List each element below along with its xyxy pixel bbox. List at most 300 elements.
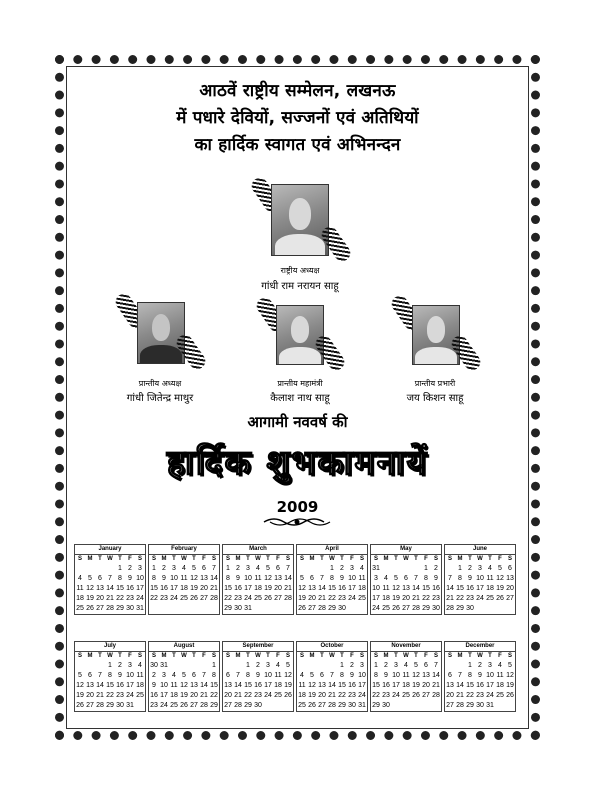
weekday-label: W: [107, 653, 113, 659]
day-cell: 29: [116, 605, 124, 612]
day-cell: 21: [446, 595, 454, 602]
day-cell: 7: [212, 565, 216, 572]
weekday-label: T: [98, 556, 102, 562]
weekday-label: F: [128, 556, 132, 562]
day-cell: 19: [264, 585, 272, 592]
day-cell: 2: [236, 565, 240, 572]
day-cell: 6: [276, 565, 280, 572]
day-cell: 11: [402, 672, 410, 679]
day-cell: 11: [298, 682, 306, 689]
day-cell: 11: [382, 585, 390, 592]
day-cell: 26: [190, 595, 198, 602]
weekday-label: F: [350, 556, 354, 562]
weekday-label: T: [414, 556, 418, 562]
day-cell: 21: [200, 692, 208, 699]
day-cell: [233, 661, 243, 671]
day-cell: 9: [162, 575, 166, 582]
day-cell: 6: [508, 565, 512, 572]
day-cell: 23: [160, 595, 168, 602]
day-cell: [421, 701, 431, 711]
day-cell: 10: [358, 672, 366, 679]
day-cell: 10: [348, 575, 356, 582]
day-cell: [135, 701, 145, 711]
day-cell: 13: [422, 672, 430, 679]
weekday-label: S: [433, 556, 438, 562]
day-cell: 3: [488, 662, 492, 669]
day-cell: 29: [456, 605, 464, 612]
weekday-label: M: [383, 556, 389, 562]
day-cell: 25: [76, 605, 84, 612]
day-cell: 11: [274, 672, 282, 679]
day-cell: 23: [234, 595, 242, 602]
day-cell: 17: [486, 682, 494, 689]
day-cell: 12: [86, 585, 94, 592]
day-cell: [209, 604, 219, 614]
day-cell: 13: [200, 575, 208, 582]
day-cell: 17: [170, 585, 178, 592]
day-cell: 27: [506, 595, 514, 602]
day-cell: 30: [466, 605, 474, 612]
state-president-role: प्रान्तीय अध्यक्ष: [138, 379, 182, 388]
day-cell: [189, 661, 199, 671]
day-cell: 29: [328, 605, 336, 612]
day-cell: 16: [116, 682, 124, 689]
day-cell: 22: [422, 595, 430, 602]
day-cell: 11: [170, 682, 178, 689]
day-cell: 18: [402, 682, 410, 689]
day-cell: 18: [358, 585, 366, 592]
day-cell: 6: [310, 575, 314, 582]
day-cell: 25: [358, 595, 366, 602]
weekday-label: T: [488, 653, 492, 659]
day-cell: 14: [210, 575, 218, 582]
president-name: गांधी राम नरायन साहू: [261, 281, 339, 292]
weekday-label: T: [246, 653, 250, 659]
weekday-label: W: [403, 653, 409, 659]
day-cell: 13: [224, 682, 232, 689]
month-calendar: [296, 544, 368, 615]
day-cell: [189, 604, 199, 614]
day-cell: 1: [340, 662, 344, 669]
day-cell: 20: [200, 585, 208, 592]
day-cell: 31: [372, 565, 380, 572]
weekday-label: F: [498, 653, 502, 659]
day-cell: 11: [76, 585, 84, 592]
day-cell: 18: [496, 682, 504, 689]
day-cell: [495, 701, 505, 711]
weekday-label: S: [373, 556, 378, 562]
day-cell: 4: [256, 565, 260, 572]
day-cell: 19: [298, 595, 306, 602]
day-cell: 3: [128, 662, 132, 669]
greeting-title: हार्दिक शुभकामनायें: [166, 443, 429, 483]
day-cell: 31: [358, 702, 366, 709]
weekday-label: M: [235, 653, 241, 659]
day-cell: [85, 661, 95, 671]
day-cell: 26: [86, 605, 94, 612]
day-cell: 29: [338, 702, 346, 709]
day-cell: 29: [210, 702, 218, 709]
day-cell: 20: [422, 682, 430, 689]
day-cell: [199, 604, 209, 614]
day-cell: 20: [274, 585, 282, 592]
day-cell: 28: [456, 702, 464, 709]
day-cell: 4: [276, 662, 280, 669]
day-cell: 16: [254, 682, 262, 689]
day-cell: 21: [210, 585, 218, 592]
day-cell: 15: [210, 682, 218, 689]
weekday-label: T: [172, 653, 176, 659]
weekday-label: S: [77, 653, 82, 659]
day-cell: 2: [350, 662, 354, 669]
month-calendar: [222, 544, 294, 615]
greeting-subtitle: आगामी नववर्ष की: [247, 413, 348, 431]
day-cell: [485, 604, 495, 614]
weekday-label: T: [320, 653, 324, 659]
day-cell: 13: [96, 585, 104, 592]
weekday-label: F: [276, 556, 280, 562]
day-cell: [253, 604, 263, 614]
day-cell: 19: [86, 595, 94, 602]
day-cell: 24: [136, 595, 144, 602]
day-cell: 21: [96, 692, 104, 699]
day-cell: 19: [412, 682, 420, 689]
day-cell: 22: [328, 595, 336, 602]
day-cell: 27: [422, 692, 430, 699]
day-cell: 16: [126, 585, 134, 592]
day-cell: 30: [476, 702, 484, 709]
weekday-label: T: [98, 653, 102, 659]
day-cell: 9: [384, 672, 388, 679]
day-cell: [401, 564, 411, 574]
weekday-label: M: [161, 653, 167, 659]
day-cell: 10: [160, 682, 168, 689]
day-cell: 20: [446, 692, 454, 699]
day-cell: 10: [244, 575, 252, 582]
day-cell: 23: [382, 692, 390, 699]
day-cell: 13: [506, 575, 514, 582]
day-cell: 10: [264, 672, 272, 679]
weekday-label: S: [225, 653, 230, 659]
day-cell: 7: [448, 575, 452, 582]
day-cell: 24: [264, 692, 272, 699]
day-cell: 5: [192, 565, 196, 572]
day-cell: 19: [392, 595, 400, 602]
day-cell: 10: [392, 672, 400, 679]
day-cell: 18: [170, 692, 178, 699]
day-cell: 31: [486, 702, 494, 709]
month-calendar: [370, 544, 442, 615]
day-cell: 20: [190, 692, 198, 699]
day-cell: 6: [192, 672, 196, 679]
weekday-label: T: [172, 556, 176, 562]
day-cell: [505, 604, 515, 614]
month-name: June: [445, 545, 515, 555]
day-cell: 9: [152, 682, 156, 689]
day-cell: [273, 701, 283, 711]
month-calendar: [296, 641, 368, 712]
weekday-label: W: [181, 556, 187, 562]
weekday-label: M: [161, 556, 167, 562]
day-cell: 9: [434, 575, 438, 582]
day-cell: 16: [348, 682, 356, 689]
day-cell: 17: [476, 585, 484, 592]
day-cell: 16: [234, 585, 242, 592]
day-cell: 11: [486, 575, 494, 582]
weekday-label: T: [394, 653, 398, 659]
day-cell: 14: [456, 682, 464, 689]
day-cell: 20: [96, 595, 104, 602]
day-cell: 4: [172, 672, 176, 679]
day-cell: [75, 564, 85, 574]
day-cell: 19: [284, 682, 292, 689]
day-cell: 8: [212, 672, 216, 679]
day-cell: 9: [236, 575, 240, 582]
day-cell: 1: [330, 565, 334, 572]
day-cell: 12: [496, 575, 504, 582]
day-cell: 24: [170, 595, 178, 602]
day-cell: 13: [274, 575, 282, 582]
day-cell: 23: [348, 692, 356, 699]
day-cell: 22: [106, 692, 114, 699]
day-cell: 17: [358, 682, 366, 689]
day-cell: 21: [284, 585, 292, 592]
day-cell: 8: [246, 672, 250, 679]
weekday-label: S: [285, 653, 290, 659]
day-cell: [85, 564, 95, 574]
day-cell: 24: [160, 702, 168, 709]
day-cell: 10: [372, 585, 380, 592]
day-cell: 3: [394, 662, 398, 669]
weekday-label: W: [477, 556, 483, 562]
day-cell: 12: [392, 585, 400, 592]
weekday-label: T: [320, 556, 324, 562]
day-cell: [475, 604, 485, 614]
day-cell: 27: [308, 605, 316, 612]
day-cell: 22: [372, 692, 380, 699]
day-cell: 25: [298, 702, 306, 709]
month-name: January: [75, 545, 145, 555]
state-incharge-name: जय किशन साहू: [406, 393, 464, 404]
day-cell: 14: [318, 585, 326, 592]
day-cell: 27: [200, 595, 208, 602]
day-cell: [179, 661, 189, 671]
day-cell: 26: [412, 692, 420, 699]
day-cell: 14: [106, 585, 114, 592]
day-cell: 14: [432, 672, 440, 679]
day-cell: 5: [498, 565, 502, 572]
day-cell: 23: [126, 595, 134, 602]
day-cell: 24: [126, 692, 134, 699]
day-cell: 18: [274, 682, 282, 689]
day-cell: [307, 564, 317, 574]
day-cell: 15: [466, 682, 474, 689]
day-cell: 30: [150, 662, 158, 669]
weekday-label: S: [447, 653, 452, 659]
day-cell: 2: [478, 662, 482, 669]
day-cell: [297, 661, 307, 671]
day-cell: 25: [274, 692, 282, 699]
weekday-label: W: [329, 653, 335, 659]
day-cell: 18: [486, 585, 494, 592]
day-cell: 22: [456, 595, 464, 602]
day-cell: 21: [328, 692, 336, 699]
day-cell: 29: [466, 702, 474, 709]
day-cell: 15: [224, 585, 232, 592]
day-cell: 22: [338, 692, 346, 699]
day-cell: 24: [476, 595, 484, 602]
day-cell: 8: [340, 672, 344, 679]
day-cell: 21: [234, 692, 242, 699]
day-cell: 10: [476, 575, 484, 582]
weekday-label: T: [246, 556, 250, 562]
day-cell: 6: [98, 575, 102, 582]
day-cell: 16: [382, 682, 390, 689]
weekday-label: S: [137, 653, 142, 659]
day-cell: 27: [402, 605, 410, 612]
day-cell: [169, 604, 179, 614]
day-cell: [223, 661, 233, 671]
day-cell: [505, 701, 515, 711]
day-cell: 4: [404, 662, 408, 669]
month-name: July: [75, 642, 145, 652]
weekday-label: T: [468, 653, 472, 659]
day-cell: 5: [394, 575, 398, 582]
day-cell: 3: [360, 662, 364, 669]
day-cell: 3: [162, 672, 166, 679]
day-cell: 8: [152, 575, 156, 582]
day-cell: 27: [86, 702, 94, 709]
day-cell: 29: [106, 702, 114, 709]
day-cell: 24: [392, 692, 400, 699]
day-cell: 5: [88, 575, 92, 582]
month-calendar: [74, 544, 146, 615]
day-cell: 4: [182, 565, 186, 572]
day-cell: 28: [284, 595, 292, 602]
weekday-label: F: [202, 556, 206, 562]
day-cell: 7: [98, 672, 102, 679]
state-secretary-name: कैलाश नाथ साहू: [270, 393, 330, 404]
heading-line-2: में पधारे देवियों, सज्जनों एवं अतिथियों: [176, 108, 419, 128]
state-incharge-photo: [412, 305, 460, 365]
day-cell: 16: [466, 585, 474, 592]
weekday-label: M: [87, 556, 93, 562]
day-cell: 8: [458, 575, 462, 582]
day-cell: 3: [172, 565, 176, 572]
day-cell: 15: [106, 682, 114, 689]
month-name: April: [297, 545, 367, 555]
weekday-label: T: [266, 653, 270, 659]
day-cell: 26: [180, 702, 188, 709]
day-cell: 17: [244, 585, 252, 592]
day-cell: 6: [202, 565, 206, 572]
day-cell: 30: [348, 702, 356, 709]
day-cell: 1: [458, 565, 462, 572]
day-cell: 3: [266, 662, 270, 669]
weekday-label: W: [255, 653, 261, 659]
day-cell: 10: [136, 575, 144, 582]
day-cell: 18: [298, 692, 306, 699]
heading-line-3: का हार्दिक स्वागत एवं अभिनन्दन: [194, 135, 401, 155]
day-cell: 18: [76, 595, 84, 602]
day-cell: [455, 661, 465, 671]
month-name: November: [371, 642, 441, 652]
weekday-label: T: [394, 556, 398, 562]
day-cell: 25: [402, 692, 410, 699]
day-cell: 18: [382, 595, 390, 602]
state-secretary-role: प्रान्तीय महामंत्री: [277, 379, 323, 388]
day-cell: 3: [138, 565, 142, 572]
weekday-label: S: [359, 556, 364, 562]
day-cell: 10: [170, 575, 178, 582]
day-cell: 2: [384, 662, 388, 669]
day-cell: 25: [486, 595, 494, 602]
day-cell: 21: [412, 595, 420, 602]
day-cell: 8: [424, 575, 428, 582]
day-cell: 7: [414, 575, 418, 582]
day-cell: 15: [372, 682, 380, 689]
day-cell: 22: [116, 595, 124, 602]
day-cell: 12: [284, 672, 292, 679]
president-role: राष्ट्रीय अध्यक्ष: [280, 266, 320, 275]
month-name: October: [297, 642, 367, 652]
day-cell: 12: [76, 682, 84, 689]
day-cell: 12: [190, 575, 198, 582]
day-cell: 3: [478, 565, 482, 572]
weekday-label: T: [266, 556, 270, 562]
day-cell: 13: [318, 682, 326, 689]
day-cell: [149, 604, 159, 614]
day-cell: 1: [468, 662, 472, 669]
day-cell: 7: [236, 672, 240, 679]
day-cell: 12: [308, 682, 316, 689]
day-cell: 23: [432, 595, 440, 602]
day-cell: 14: [234, 682, 242, 689]
day-cell: [263, 701, 273, 711]
month-calendar: [370, 641, 442, 712]
day-cell: 23: [254, 692, 262, 699]
day-cell: 2: [128, 565, 132, 572]
day-cell: 1: [226, 565, 230, 572]
day-cell: 28: [432, 692, 440, 699]
day-cell: 22: [224, 595, 232, 602]
weekday-label: M: [309, 556, 315, 562]
day-cell: 27: [446, 702, 454, 709]
day-cell: 28: [328, 702, 336, 709]
day-cell: [159, 604, 169, 614]
day-cell: 10: [126, 672, 134, 679]
day-cell: [411, 701, 421, 711]
day-cell: 28: [318, 605, 326, 612]
day-cell: 30: [338, 605, 346, 612]
day-cell: 14: [446, 585, 454, 592]
weekday-label: T: [192, 653, 196, 659]
day-cell: 1: [108, 662, 112, 669]
calendar-year: 2009: [276, 498, 319, 516]
day-cell: 13: [446, 682, 454, 689]
day-cell: 8: [468, 672, 472, 679]
day-cell: 5: [310, 672, 314, 679]
day-cell: 7: [458, 672, 462, 679]
day-cell: 24: [348, 595, 356, 602]
day-cell: 7: [202, 672, 206, 679]
day-cell: 6: [424, 662, 428, 669]
day-cell: 25: [382, 605, 390, 612]
day-cell: 30: [116, 702, 124, 709]
day-cell: 19: [496, 585, 504, 592]
day-cell: 12: [180, 682, 188, 689]
day-cell: [445, 564, 455, 574]
